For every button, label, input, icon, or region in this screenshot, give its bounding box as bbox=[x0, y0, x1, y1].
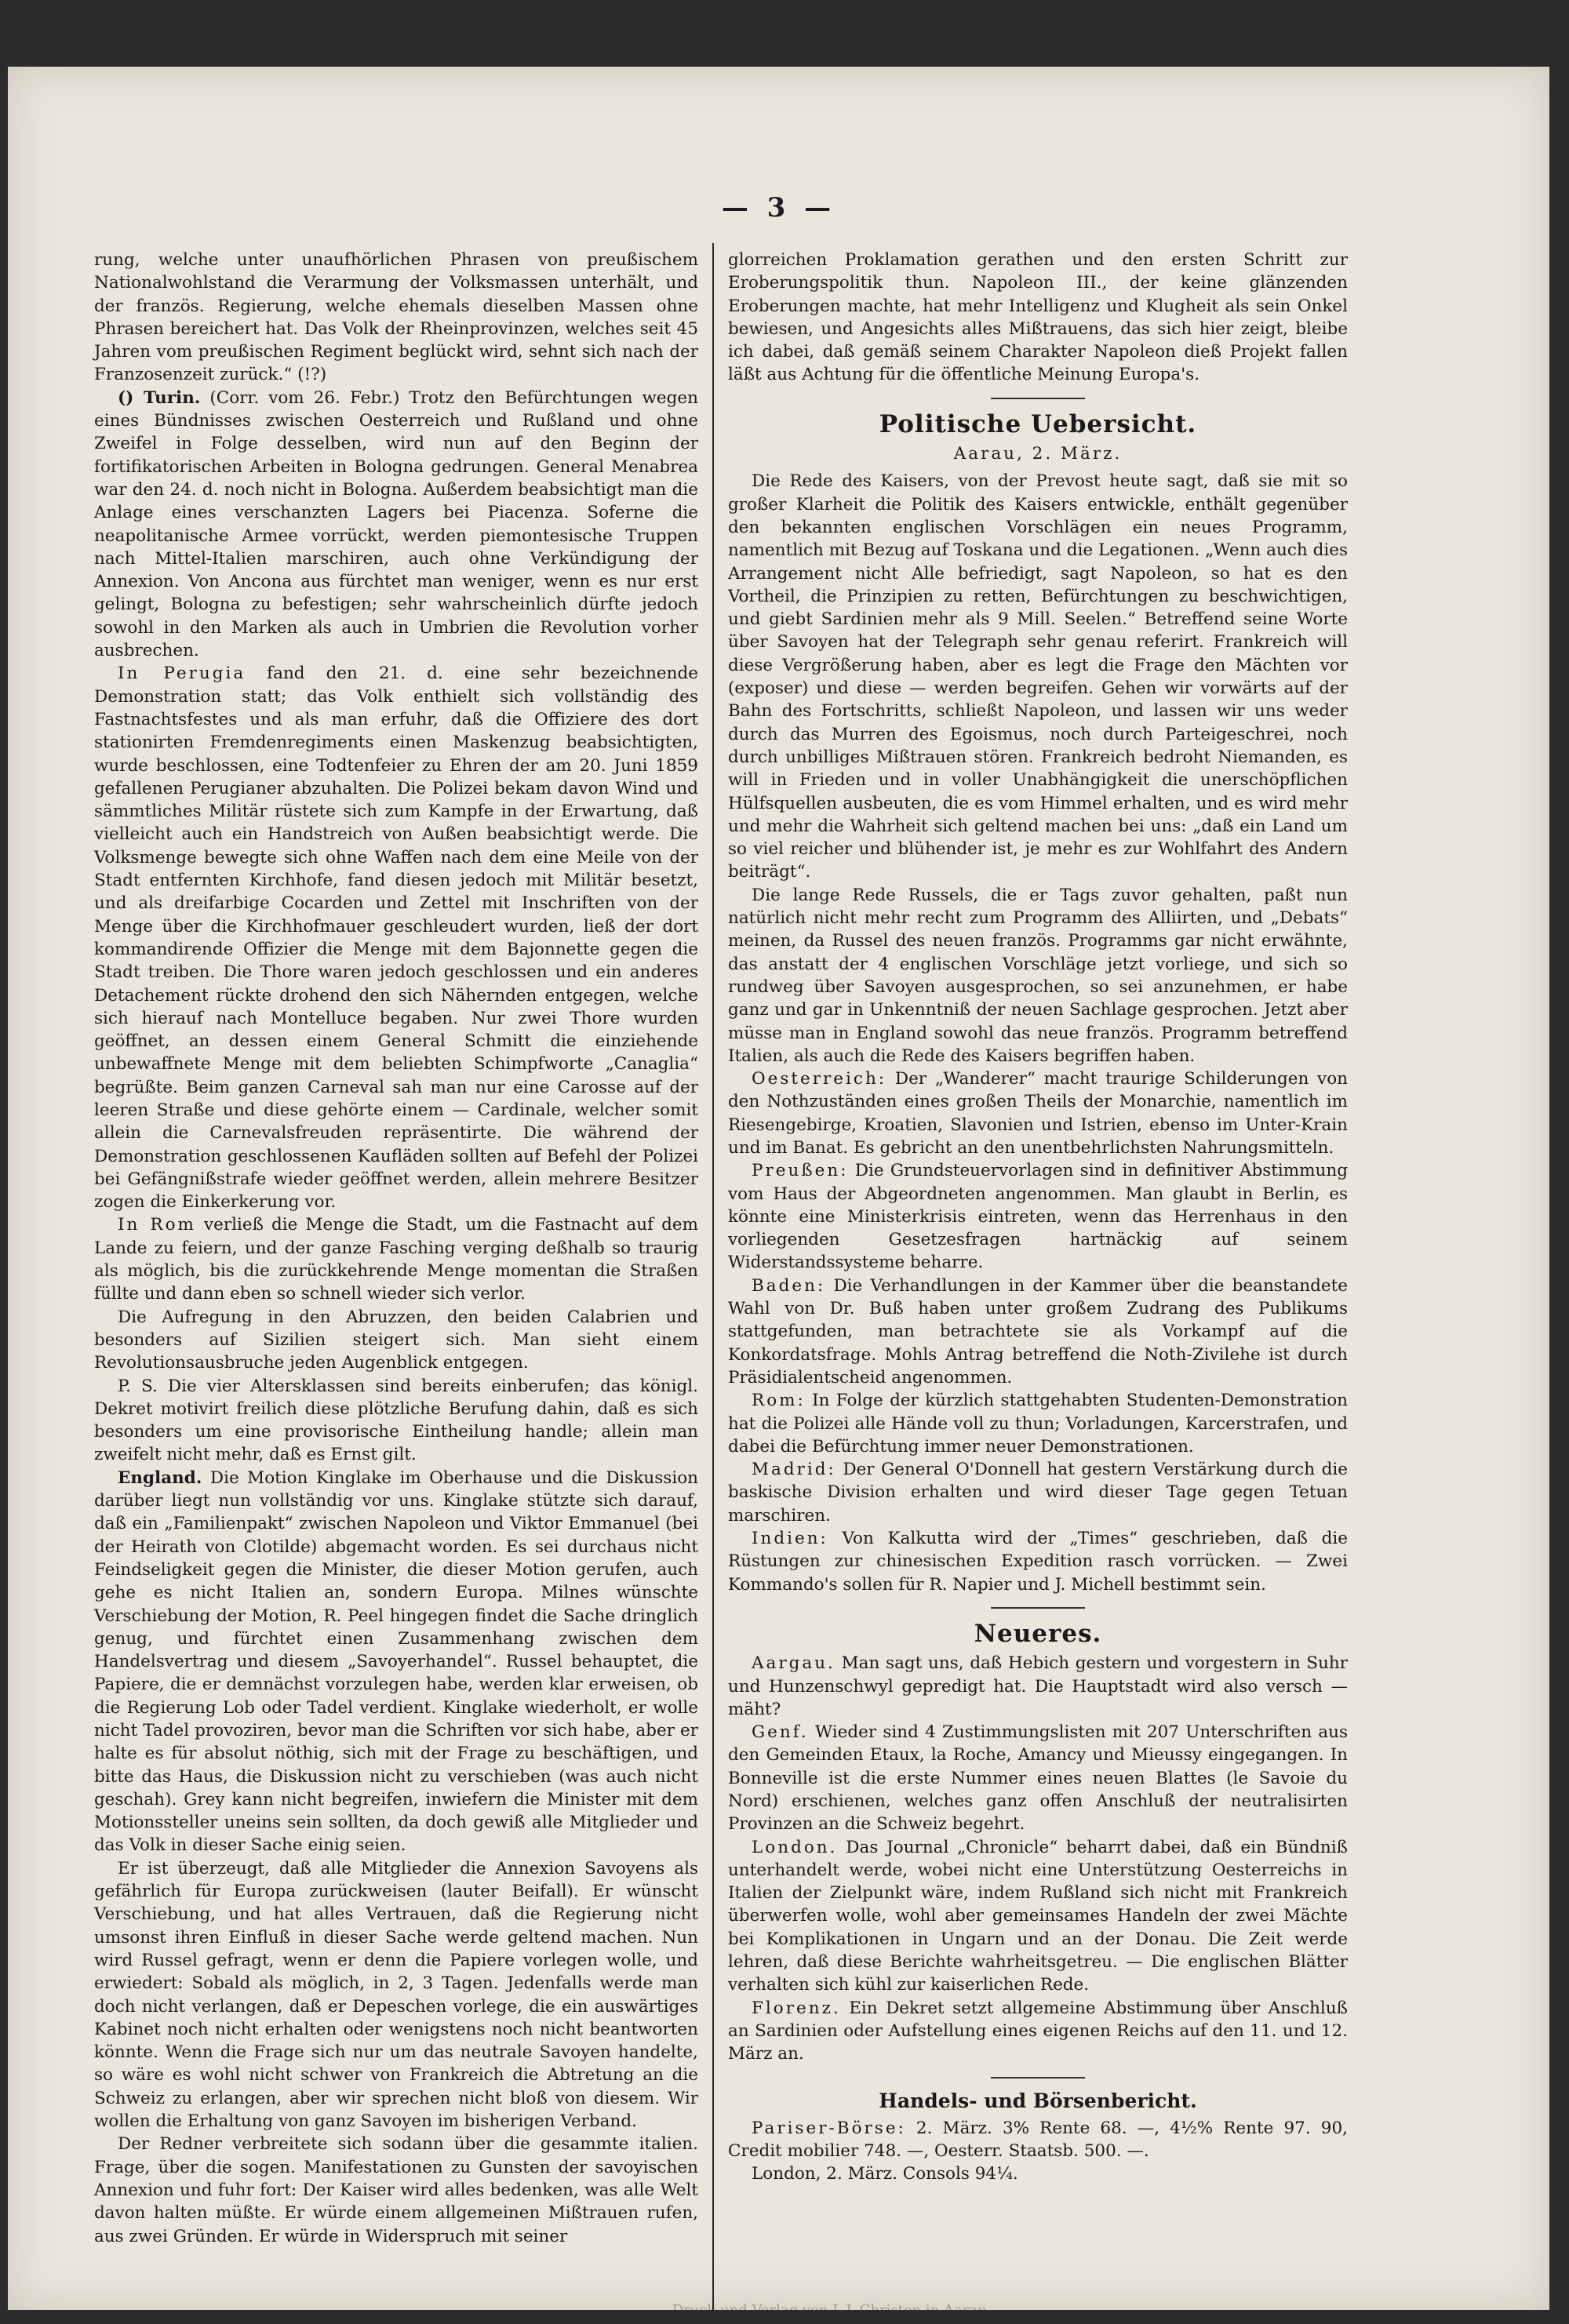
article-paragraph: Genf. Wieder sind 4 Zustimmungslisten mit 207 Unterschriften aus den Gemeinden Etaux, la Roche, Amancy und Mieussy eingegangen. In Bonneville ist die erste Nummer eines neuen Blattes (le Savoie du Nord) erschienen, welches ganz offen Anschluß der neutralisirten Provinzen an die Schweiz begehrt. bbox=[728, 1722, 1348, 1835]
article-paragraph: Indien: Von Kalkutta wird der „Times“ geschrieben, daß die Rüstungen zur chinesischen Expedition rasch vorrücken. — Zwei Kommando's sollen für R. Napier und J. Michell bestimmt sein. bbox=[728, 1529, 1348, 1595]
dateline-lead: Florenz. bbox=[752, 1998, 841, 2018]
section-title-politische-uebersicht: Politische Uebersicht. bbox=[879, 409, 1197, 438]
dateline-lead: Aargau. bbox=[752, 1653, 835, 1674]
article-paragraph: England. Die Motion Kinglake im Oberhause und die Diskussion darüber liegt nun vollständig vor uns. Kinglake stützte sich darauf, daß ein „Familienpakt“ zwischen Napoleon und Viktor Emmanuel (bei der Heirath von Clotilde) abgemacht worden. Es sei durchaus nicht Feindseligkeit gegen die Minister, die dieser Motion gerufen, auch gehe es nicht Italien an, sondern Europa. Milnes wünschte Verschiebung der Motion, R. Peel hingegen findet die Sache dringlich genug, und fürchtet einen Zusammenhang zwischen dem Handelsvertrag und diesem „Savoyerhandel“. Russel behauptet, die Papiere, die er demnächst vorzulegen habe, werden klar erweisen, ob die Regierung Lob oder Tadel verdient. Kinglake wiederholt, er wolle nicht Tadel provoziren, bevor man die Schriften vor sich habe, aber er halte es für absolut nöthig, sich mit der Frage zu beschäftigen, und bitte das Haus, die Diskussion nicht zu verschieben (was auch nicht geschah). Grey kann nicht begreifen, inwiefern die Minister mit dem Motionssteller uneins sein sollten, da doch gewiß alle Mitglieder und das Volk in dieser Sache einig seien. bbox=[94, 1468, 698, 1856]
article-paragraph: Die Rede des Kaisers, von der Prevost heute sagt, daß sie mit so großer Klarheit die Politik des Kaisers entwickle, enthält gegenüber den bekannten englischen Vorschlägen ein neues Programm, namentlich mit Bezug auf Toskana und die Legationen. „Wenn auch dies Arrangement nicht Alle befriedigt, sagt Napoleon, so hat es den Vortheil, die Prinzipien zu retten, Befürchtungen zu beschwichtigen, und giebt Sardinien mehr als 9 Mill. Seelen.“ Betreffend seine Worte über Savoyen hat der Telegraph sehr genau referirt. Frankreich will diese Vergrößerung haben, aber es legt die Frage den Mächten vor (exposer) und diese — werden begreifen. Gehen wir vorwärts auf der Bahn des Fortschritts, schließt Napoleon, und lassen wir uns weder durch das Murren des Egoismus, noch durch Parteigeschrei, noch durch unbilliges Mißtrauen stören. Frankreich bedroht Niemanden, es will in Frieden und in voller Unabhängigkeit die unerschöpflichen Hülfsquellen ausbeuten, die es vom Himmel erhalten, und es wird mehr und mehr die Wahrheit sich geltend machen bei uns: „daß ein Land um so viel reicher und blühender ist, je mehr es zur Wohlfahrt des Andern beiträgt“. bbox=[728, 471, 1348, 882]
column-divider bbox=[712, 243, 714, 2314]
dateline-lead: In Rom bbox=[118, 1215, 196, 1235]
article-paragraph: Florenz. Ein Dekret setzt allgemeine Abstimmung über Anschluß an Sardinien oder Aufstellung eines eigenen Reichs auf den 11. und 12. März an. bbox=[728, 1998, 1348, 2064]
dateline-lead: Rom: bbox=[752, 1391, 806, 1411]
dateline-lead: Madrid: bbox=[752, 1460, 836, 1480]
section-divider bbox=[991, 398, 1085, 399]
left-column bbox=[94, 249, 698, 2248]
article-paragraph: Rom: In Folge der kürzlich stattgehabten Studenten-Demonstration hat die Polizei alle Hände voll zu thun; Vorladungen, Karcerstrafen, und dabei die Befürchtung immer neuer Demonstrationen. bbox=[728, 1391, 1348, 1457]
article-paragraph: London, 2. März. Consols 94¼. bbox=[752, 2164, 1018, 2184]
article-paragraph: Die lange Rede Russels, die er Tags zuvor gehalten, paßt nun natürlich nicht mehr recht zum Programm des Alliirten, und „Debats“ meinen, da Russel des neuen französ. Programms gar nicht erwähnte, das anstatt der 4 englischen Vorschläge jetzt vorliege, und sich so rundweg über Savoyen ausgesprochen, so sei anzunehmen, er habe ganz und gar in Unkenntniß der neuen Sachlage gesprochen. Jetzt aber müsse man in England sowohl das neue französ. Programm betreffend Italien, als auch die Rede des Kaisers begriffen haben. bbox=[728, 885, 1348, 1066]
section-title-boersenbericht: Handels- und Börsenbericht. bbox=[879, 2089, 1197, 2112]
newspaper-page bbox=[8, 67, 1549, 2319]
article-paragraph: In Perugia fand den 21. d. eine sehr bezeichnende Demonstration statt; das Volk enthielt sich vollständig des Fastnachtsfestes und als man erfuhr, daß die Offiziere des dort stationirten Fremdenregiments einen Maskenzug beabsichtigten, wurde beschlossen, eine Todtenfeier zu Ehren der am 20. Juni 1859 gefallenen Perugianer abzuhalten. Die Polizei bekam davon Wind und sämmtliches Militär rüstete sich zum Kampfe in der Erwartung, daß vielleicht auch ein Handstreich von Außen beabsichtigt werde. Die Volksmenge bewegte sich ohne Waffen nach dem eine Meile von der Stadt entfernten Kirchhofe, fand diesen jedoch mit Militär besetzt, und als dreifarbige Cocarden und Zettel mit Inschriften von der Menge über die Kirchhofmauer geschleudert wurden, ließ der dort kommandirende Offizier die Menge mit dem Bajonnette gegen die Stadt treiben. Die Thore waren jedoch geschlossen und ein anderes Detachement rückte drohend den sich Nähernden entgegen, welche sich hierauf nach Montelluce begaben. Nur zwei Thore wurden geöffnet, an dessen einem General Schmitt die einziehende unbewaffnete Menge mit dem beliebten Schimpfworte „Canaglia“ begrüßte. Beim ganzen Carneval sah man nur eine Carosse auf der leeren Straße und diese gehörte einem — Cardinale, welcher somit allein die Carnevalsfreuden repräsentirte. Die während der Demonstration geschlossenen Kaufläden sollten auf Befehl der Polizei bei Gefängnißstrafe wieder geöffnet werden, allein mehrere Besitzer zogen die Einkerkerung vor. bbox=[94, 664, 698, 1213]
article-paragraph: () Turin. (Corr. vom 26. Febr.) Trotz den Befürchtungen wegen eines Bündnisses zwischen Oesterreich und Rußland und ohne Zweifel in Folge desselben, wird nun auf den Beginn der fortifikatorischen Arbeiten in Bologna gedrungen. General Menabrea war den 24. d. noch nicht in Bologna. Außerdem beabsichtigt man die Anlage eines verschanzten Lagers bei Piacenza. Soferne die neapolitanische Armee vorrückt, werden piemontesische Truppen nach Mittel-Italien marschiren, auch ohne Verkündigung der Annexion. Von Ancona aus fürchtet man weniger, wenn es nur erst gelingt, Bologna zu befestigen; sehr wahrscheinlich dürfte jedoch sowohl in den Marken als auch in Umbrien die Revolution vorher ausbrechen. bbox=[94, 387, 698, 661]
article-paragraph: Aargau. Man sagt uns, daß Hebich gestern und vorgestern in Suhr und Hunzenschwyl gepredigt hat. Die Hauptstadt wird also versch — mäht? bbox=[728, 1653, 1348, 1719]
dateline-lead: Preußen: bbox=[752, 1161, 849, 1181]
article-paragraph: rung, welche unter unaufhörlichen Phrasen von preußischem Nationalwohlstand die Verarmung der Volksmassen unterhält, und der französ. Regierung, welche ehemals dieselben Massen ohne Phrasen bereichert hat. Das Volk der Rheinprovinzen, welches seit 45 Jahren vom preußischen Regiment beglückt wird, sehnt sich nach der Franzosenzeit zurück.“ (!?) bbox=[94, 250, 698, 385]
article-paragraph: In Rom verließ die Menge die Stadt, um die Fastnacht auf dem Lande zu feiern, und der ganze Fasching verging deßhalb so traurig als möglich, bis die zurückkehrende Menge momentan die Straßen füllte und dann eben so schnell wieder sich verlor. bbox=[94, 1215, 698, 1304]
section-dateline: Aarau, 2. März. bbox=[953, 444, 1123, 464]
dateline-lead: Oesterreich: bbox=[752, 1069, 887, 1089]
section-divider bbox=[991, 1607, 1085, 1609]
dateline-lead: () Turin. bbox=[118, 387, 201, 408]
right-column bbox=[728, 249, 1348, 2186]
dateline-lead: In Perugia bbox=[118, 664, 246, 684]
dateline-lead: Baden: bbox=[752, 1275, 826, 1296]
article-paragraph: P. S. Die vier Altersklassen sind bereits einberufen; das königl. Dekret motivirt freilich diese plötzliche Berufung dahin, daß es sich besonders um eine provisorische Eintheilung handle; allein man zweifelt nicht mehr, daß es Ernst gilt. bbox=[94, 1376, 698, 1465]
article-paragraph: Preußen: Die Grundsteuervorlagen sind in definitiver Abstimmung vom Haus der Abgeordneten angenommen. Man glaubt in Berlin, es könnte eine Ministerkrisis eintreten, wenn das Herrenhaus in den vorliegenden Gesetzesfragen hartnäckig auf seinem Widerstandssysteme beharre. bbox=[728, 1161, 1348, 1273]
article-paragraph: Er ist überzeugt, daß alle Mitglieder die Annexion Savoyens als gefährlich für Europa zurückweisen (lauter Beifall). Er wünscht Verschiebung, und hat alles Vertrauen, daß die Regierung nicht umsonst ihren Einfluß in dieser Sache werde geltend machen. Nun wird Russel gefragt, wenn er denn die Papiere vorlegen wolle, und erwiedert: Sobald als möglich, in 2, 3 Tagen. Jedenfalls werde man doch nicht verlangen, daß er Depeschen vorlege, die ein auswärtiges Kabinet noch nicht erhalten oder wenigstens noch nicht beantworten könnte. Wenn die Frage sich nur um das neutrale Savoyen handelte, so wäre es wohl nicht schwer von Frankreich die Abtretung an die Schweiz zu erlangen, aber wir sprechen nicht bloß von diesem. Wir wollen die Erhaltung von ganz Savoyen im bisherigen Verband. bbox=[94, 1858, 698, 2132]
article-paragraph: London. Das Journal „Chronicle“ beharrt dabei, daß ein Bündniß unterhandelt werde, wobei nicht eine Unterstützung Oesterreichs in Italien der Zielpunkt wäre, indem Rußland sich nicht mit Frankreich überwerfen wolle, wohl aber gemeinsames Handeln der zwei Mächte bei Komplikationen in Ungarn und an der Donau. Die Zeit werde lehren, daß diese Berichte wahrheitsgetreu. — Die englischen Blätter verhalten sich kühl zur kaiserlichen Rede. bbox=[728, 1837, 1348, 1995]
article-paragraph: Pariser-Börse: 2. März. 3% Rente 68. —, 4½% Rente 97. 90, Credit mobilier 748. —, Oesterr. Staatsb. 500. —. bbox=[728, 2118, 1348, 2162]
section-divider bbox=[991, 2077, 1085, 2079]
article-paragraph: Baden: Die Verhandlungen in der Kammer über die beanstandete Wahl von Dr. Buß haben unter großem Zudrang des Publikums stattgefunden, man betrachtete sie als Vorkampf auf die Konkordatsfrage. Mohls Antrag betreffend die Noth-Zivilehe ist durch Präsidialentscheid angenommen. bbox=[728, 1275, 1348, 1387]
dateline-lead: London. bbox=[752, 1837, 838, 1857]
article-paragraph: Oesterreich: Der „Wanderer“ macht traurige Schilderungen von den Nothzuständen eines großen Theils der Monarchie, namentlich im Riesengebirge, Kroatien, Slavonien und Istrien, ebenso im Unter-Krain und im Banat. Es gebricht an den unentbehrlichsten Nahrungsmitteln. bbox=[728, 1069, 1348, 1158]
dateline-lead: Genf. bbox=[752, 1722, 809, 1743]
article-paragraph: glorreichen Proklamation gerathen und den ersten Schritt zur Eroberungspolitik thun. Napoleon III., der keine glänzenden Eroberungen machte, hat mehr Intelligenz und Klugheit als sein Onkel bewiesen, und Angesichts alles Mißtrauens, das sich hier zeigt, bleibe ich dabei, daß gemäß seinem Charakter Napoleon dieß Projekt fallen läßt aus Achtung für die öffentliche Meinung Europa's. bbox=[728, 250, 1348, 385]
dateline-lead: England. bbox=[118, 1468, 202, 1488]
article-paragraph: Die Aufregung in den Abruzzen, den beiden Calabrien und besonders auf Sizilien steigert sich. Man sieht einem Revolutionsausbruche jeden Augenblick entgegen. bbox=[94, 1307, 698, 1373]
article-paragraph: Der Redner verbreitete sich sodann über die gesammte italien. Frage, über die sogen. Manifestationen zu Gunsten der savoyischen Annexion und fuhr fort: Der Kaiser wird alles bedenken, was alle Welt davon halten müßte. Er würde einem allgemeinen Mißtrauen rufen, aus zwei Gründen. Er würde in Widerspruch mit seiner bbox=[94, 2134, 698, 2246]
imprint-bleedthrough: Druck und Verlag von J. J. Christen in Aarau. bbox=[672, 2302, 992, 2319]
page-number: — 3 — bbox=[721, 192, 836, 224]
dateline-lead: Pariser-Börse: bbox=[752, 2118, 906, 2138]
article-paragraph: Madrid: Der General O'Donnell hat gestern Verstärkung durch die baskische Division erhalten und wird dieser Tage gegen Tetuan marschiren. bbox=[728, 1460, 1348, 1526]
dateline-lead: Indien: bbox=[752, 1529, 828, 1549]
section-title-neueres: Neueres. bbox=[974, 1619, 1102, 1648]
